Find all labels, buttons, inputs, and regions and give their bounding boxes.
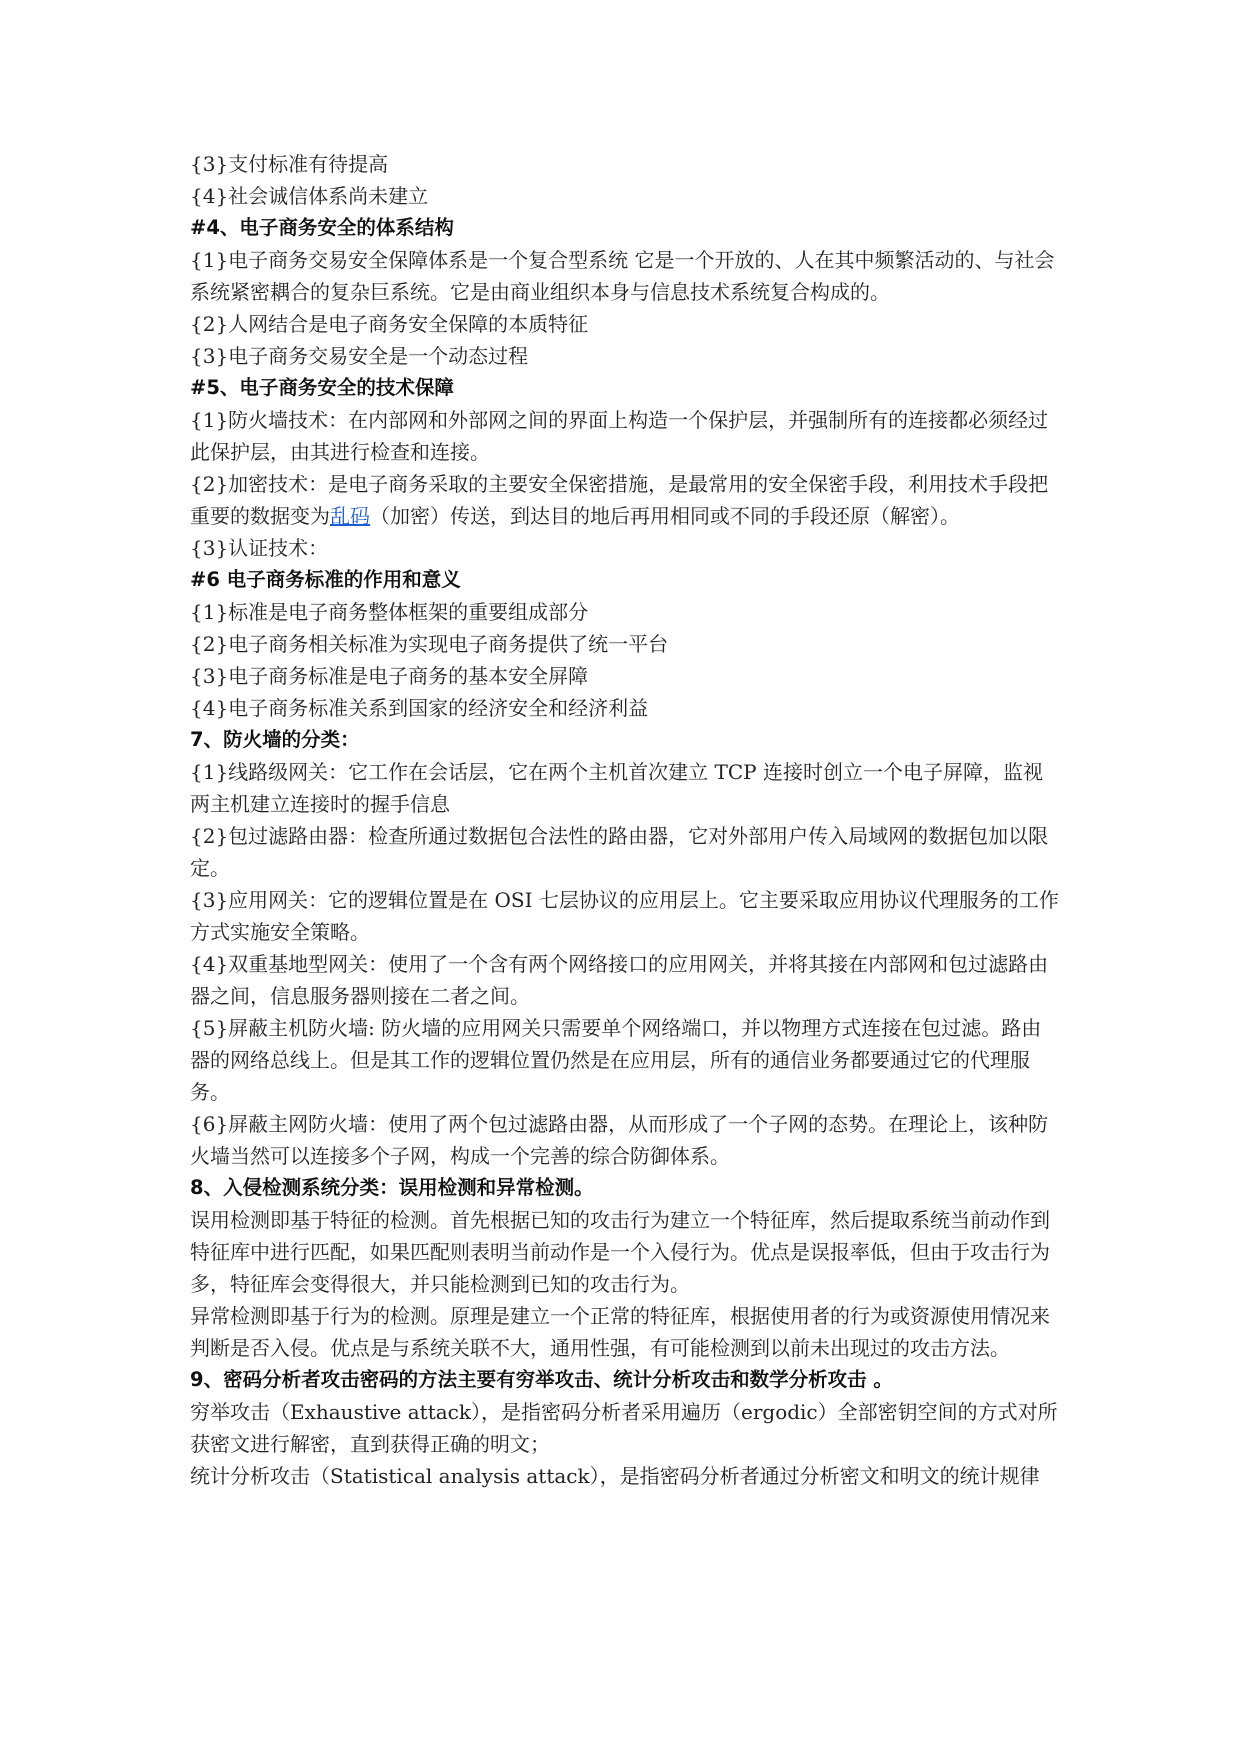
heading-section-4: #4、电子商务安全的体系结构	[190, 216, 454, 239]
item-7-4: {4}双重基地型网关：使用了一个含有两个网络接口的应用网关，并将其接在内部网和包过滤路由器之间，信息服务器则接在二者之间。	[190, 952, 1049, 1008]
heading-section-6: #6 电子商务标准的作用和意义	[190, 568, 461, 591]
heading-section-7: 7、防火墙的分类：	[190, 728, 360, 751]
item-8-1: 误用检测即基于特征的检测。首先根据已知的攻击行为建立一个特征库，然后提取系统当前动作到特征库中进行匹配，如果匹配则表明当前动作是一个入侵行为。优点是误报率低，但由于攻击行为多，特征库会变得很大，并只能检测到已知的攻击行为。	[190, 1208, 1050, 1296]
garbled-code-link[interactable]: 乱码	[330, 504, 370, 528]
item-4-1: {1}电子商务交易安全保障体系是一个复合型系统 它是一个开放的、人在其中频繁活动的、与社会系统紧密耦合的复杂巨系统。它是由商业组织本身与信息技术系统复合构成的。	[190, 248, 1055, 304]
item-5-2-text-a: {2}加密技术：是电子商务采取的主要安全保密措施，是最常用的安全保密手段，利用技术手段把重要的数据变为	[190, 472, 1049, 528]
item-payment-standard: {3}支付标准有待提高	[190, 152, 389, 176]
item-6-4: {4}电子商务标准关系到国家的经济安全和经济利益	[190, 696, 649, 720]
document-page	[190, 148, 1060, 1492]
item-9-2: 统计分析攻击（Statistical analysis attack），是指密码分析者通过分析密文和明文的统计规律	[190, 1464, 1040, 1488]
item-7-2: {2}包过滤路由器：检查所通过数据包合法性的路由器，它对外部用户传入局域网的数据包加以限定。	[190, 824, 1049, 880]
item-7-1: {1}线路级网关：它工作在会话层，它在两个主机首次建立 TCP 连接时创立一个电子屏障，监视两主机建立连接时的握手信息	[190, 760, 1043, 816]
item-6-2: {2}电子商务相关标准为实现电子商务提供了统一平台	[190, 632, 669, 656]
item-4-2: {2}人网结合是电子商务安全保障的本质特征	[190, 312, 589, 336]
item-9-1: 穷举攻击（Exhaustive attack），是指密码分析者采用遍历（ergodic）全部密钥空间的方式对所获密文进行解密，直到获得正确的明文；	[190, 1400, 1058, 1456]
heading-section-9: 9、密码分析者攻击密码的方法主要有穷举攻击、统计分析攻击和数学分析攻击 。	[190, 1368, 893, 1391]
heading-section-8: 8、入侵检测系统分类：误用检测和异常检测。	[190, 1176, 594, 1199]
item-5-1: {1}防火墙技术：在内部网和外部网之间的界面上构造一个保护层，并强制所有的连接都必须经过此保护层，由其进行检查和连接。	[190, 408, 1049, 464]
item-6-3: {3}电子商务标准是电子商务的基本安全屏障	[190, 664, 589, 688]
item-6-1: {1}标准是电子商务整体框架的重要组成部分	[190, 600, 589, 624]
item-4-3: {3}电子商务交易安全是一个动态过程	[190, 344, 529, 368]
item-7-5: {5}屏蔽主机防火墙: 防火墙的应用网关只需要单个网络端口，并以物理方式连接在包过滤。路由器的网络总线上。但是其工作的逻辑位置仍然是在应用层，所有的通信业务都要通过它的代理服务。	[190, 1016, 1042, 1104]
item-7-3: {3}应用网关：它的逻辑位置是在 OSI 七层协议的应用层上。它主要采取应用协议代理服务的工作方式实施安全策略。	[190, 888, 1059, 944]
item-social-credit: {4}社会诚信体系尚未建立	[190, 184, 429, 208]
item-8-2: 异常检测即基于行为的检测。原理是建立一个正常的特征库，根据使用者的行为或资源使用情况来判断是否入侵。优点是与系统关联不大，通用性强，有可能检测到以前未出现过的攻击方法。	[190, 1304, 1050, 1360]
heading-section-5: #5、电子商务安全的技术保障	[190, 376, 454, 399]
item-5-3: {3}认证技术：	[190, 536, 329, 560]
item-5-2-text-b: （加密）传送，到达目的地后再用相同或不同的手段还原（解密）。	[370, 504, 960, 528]
item-5-2	[190, 468, 1060, 532]
item-7-6: {6}屏蔽主网防火墙：使用了两个包过滤路由器，从而形成了一个子网的态势。在理论上，该种防火墙当然可以连接多个子网，构成一个完善的综合防御体系。	[190, 1112, 1049, 1168]
